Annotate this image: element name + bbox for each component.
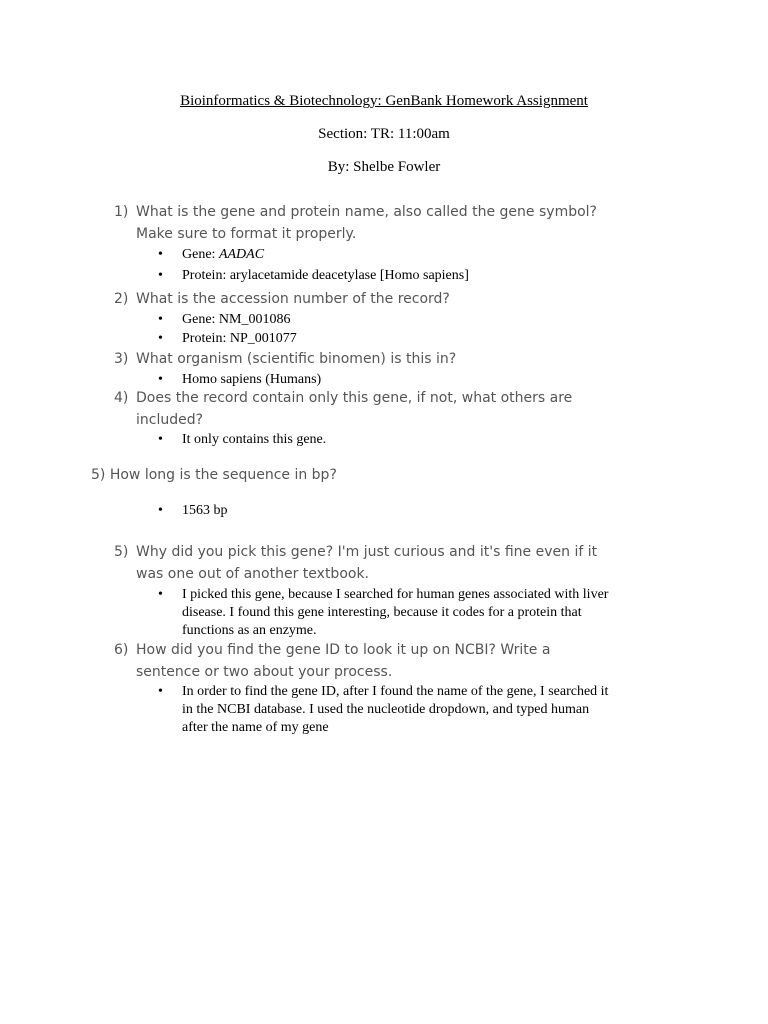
answer-text: Homo sapiens (Humans) [182, 372, 322, 387]
bullet-icon: • [158, 684, 163, 699]
question-text: What is the gene and protein name, also called the gene symbol? Make sure to format it properly. [136, 204, 597, 242]
answer-text: 1563 bp [182, 503, 228, 518]
question-text: How did you find the gene ID to look it up on NCBI? Write a sentence or two about your process. [136, 642, 551, 680]
bullet-icon: • [158, 331, 163, 346]
bullet-icon: • [158, 268, 163, 283]
answer-text: It only contains this gene. [182, 432, 327, 447]
document-title: Bioinformatics & Biotechnology: GenBank Homework Assignment [180, 93, 588, 109]
question-number: 5) [114, 544, 129, 560]
answer-text: I picked this gene, because I searched for human genes associated with liver disease. I found this gene interesting, because it codes for a protein that functions as an enzyme. [182, 587, 609, 638]
question-text: Why did you pick this gene? I'm just curious and it's fine even if it was one out of another textbook. [136, 544, 598, 582]
answer-text: In order to find the gene ID, after I found the name of the gene, I searched it in the NCBI database. I used the nucleotide dropdown, and typed human after the name of my gene [182, 684, 609, 735]
question-text: What is the accession number of the record? [136, 291, 450, 307]
question-number: 1) [114, 204, 129, 220]
answer-text: Protein: NP_001077 [182, 331, 297, 346]
question-text: What organism (scientific binomen) is this in? [136, 351, 457, 367]
question-number: 3) [114, 351, 129, 367]
question-text: 5) How long is the sequence in bp? [91, 467, 337, 483]
bullet-icon: • [158, 503, 163, 518]
bullet-icon: • [158, 247, 163, 262]
answer-label: Gene: [182, 247, 219, 262]
question-number: 6) [114, 642, 129, 658]
section-line: Section: TR: 11:00am [318, 126, 450, 142]
gene-symbol: AADAC [218, 247, 265, 262]
answer-text: Protein: arylacetamide deacetylase [Homo sapiens] [182, 268, 469, 283]
question-number: 4) [114, 390, 129, 406]
question-text: Does the record contain only this gene, if not, what others are included? [136, 390, 573, 428]
author-line: By: Shelbe Fowler [327, 159, 441, 175]
answer-text: Gene: NM_001086 [182, 312, 291, 327]
bullet-icon: • [158, 432, 163, 447]
bullet-icon: • [158, 312, 163, 327]
bullet-icon: • [158, 587, 163, 602]
question-number: 2) [114, 291, 129, 307]
bullet-icon: • [158, 372, 163, 387]
